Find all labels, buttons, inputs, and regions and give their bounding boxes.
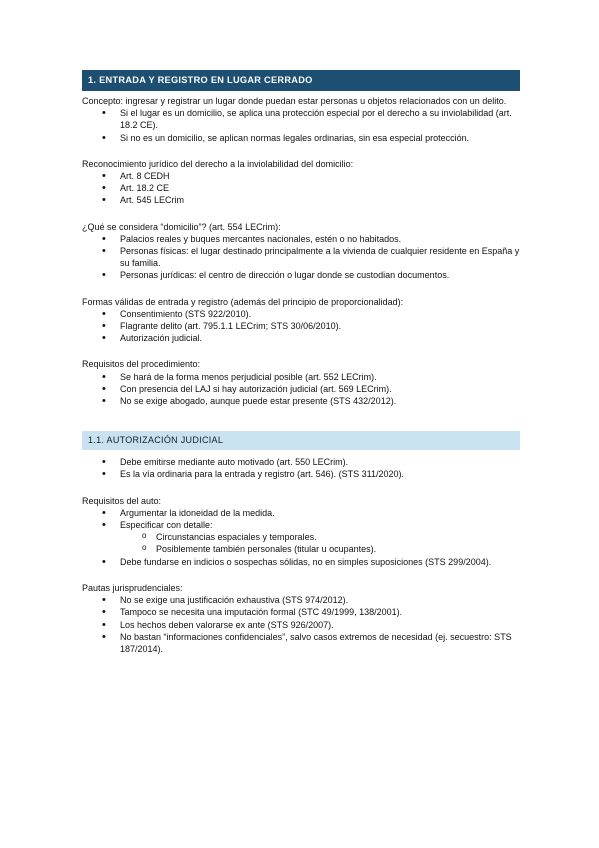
list-item: • Consentimiento (STS 922/2010). [82,308,520,320]
formas-list [82,308,520,345]
list-item: • Debe fundarse en indicios o sospechas sólidas, no en simples suposiciones (STS 299/2004). [82,556,520,568]
list-item: • Los hechos deben valorarse ex ante (STS 926/2007). [82,619,520,631]
list-item: • Personas físicas: el lugar destinado principalmente a la vivienda de cualquier residente en España y su familia. [82,245,520,269]
subsection-heading: 1.1. AUTORIZACIÓN JUDICIAL [82,431,520,450]
list-item: • Art. 18.2 CE [82,182,520,194]
requisitos-list [82,371,520,408]
list-item: • Especificar con detalle: [82,519,520,531]
concepto-paragraph: Concepto: ingresar y registrar un lugar donde puedan estar personas u objetos relacionados con un delito. [82,96,507,106]
list-item: • Argumentar la idoneidad de la medida. [82,507,520,519]
list-item: • Es la vía ordinaria para la entrada y registro (art. 546). (STS 311/2020). [82,468,520,480]
auto-title: Requisitos del auto: [82,495,162,506]
list-item: • Debe emitirse mediante auto motivado (art. 550 LECrim). [82,456,520,468]
list-item: • Flagrante delito (art. 795.1.1 LECrim; STS 30/06/2010). [82,320,520,332]
list-item: • Autorización judicial. [82,332,520,344]
reconocimiento-title: Reconocimiento jurídico del derecho a la inviolabilidad del domicilio: [82,158,354,169]
list-item: • Palacios reales y buques mercantes nacionales, estén o no habitados. [82,233,520,245]
formas-title: Formas válidas de entrada y registro (además del principio de proporcionalidad): [82,296,404,307]
list-item: • Si no es un domicilio, se aplican normas legales ordinarias, sin esa especial protección. [82,132,520,144]
pautas-list [82,594,520,655]
document-page [82,70,520,655]
list-item: • Art. 8 CEDH [82,170,520,182]
requisitos-title: Requisitos del procedimiento: [82,359,201,370]
domicilio-title: ¿Qué se considera “domicilio”? (art. 554 LECrim): [82,221,281,232]
list-item: • Personas jurídicas: el centro de dirección o lugar donde se custodian documentos. [82,269,520,281]
pautas-title: Pautas jurisprudenciales: [82,582,183,593]
reconocimiento-list [82,170,520,207]
list-item: • Se hará de la forma menos perjudicial posible (art. 552 LECrim). [82,371,520,383]
list-item: • No bastan “informaciones confidenciales”, salvo casos extremos de necesidad (ej. secuestro: STS 187/2014). [82,631,520,655]
list-item: • Si el lugar es un domicilio, se aplica una protección especial por el derecho a su inviolabilidad (art. 18.2 CE). [82,107,520,131]
list-item: • Art. 545 LECrim [82,194,520,206]
intro-list [82,456,520,480]
sub-list-item: o Posiblemente también personales (titular u ocupantes). [82,543,520,555]
sub-list-item: o Circunstancias espaciales y temporales. [82,531,520,543]
list-item: • Tampoco se necesita una imputación formal (STC 49/1999, 138/2001). [82,606,520,618]
auto-list [82,507,520,568]
section-heading: 1. ENTRADA Y REGISTRO EN LUGAR CERRADO [82,70,520,91]
list-item: • No se exige abogado, aunque puede estar presente (STS 432/2012). [82,395,520,407]
list-item: • Con presencia del LAJ si hay autorización judicial (art. 569 LECrim). [82,383,520,395]
domicilio-list [82,233,520,282]
list-item: • No se exige una justificación exhaustiva (STS 974/2012). [82,594,520,606]
concepto-list [82,107,520,144]
